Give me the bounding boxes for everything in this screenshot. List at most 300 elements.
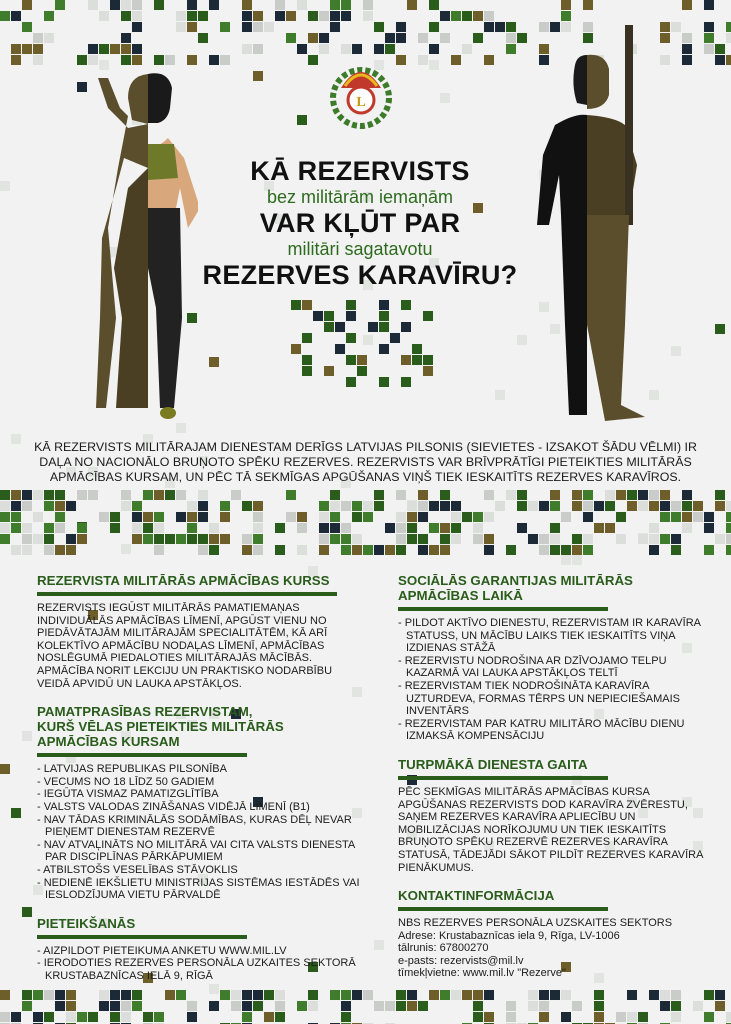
camo-pixel	[176, 11, 186, 21]
camo-pixel	[451, 534, 461, 544]
camo-pixel	[429, 22, 439, 32]
list-item: - REZERVISTAM PAR KATRU MILITĀRO MĀCĪBU DIENU IZMAKSĀ KOMPENSĀCIJU	[398, 718, 713, 743]
camo-pixel	[412, 344, 422, 354]
camo-pixel	[11, 490, 21, 500]
camo-pixel	[302, 355, 312, 365]
camo-pixel	[401, 355, 411, 365]
heading-line: SOCIĀLĀS GARANTIJAS MILITĀRĀS	[398, 573, 633, 588]
camo-pixel	[550, 545, 560, 555]
camo-pixel	[0, 1012, 10, 1022]
camo-pixel	[55, 0, 65, 10]
camo-pixel	[44, 501, 54, 511]
camo-pixel	[330, 490, 340, 500]
camo-pixel	[165, 490, 175, 500]
camo-pixel	[594, 501, 604, 511]
camo-pixel	[704, 545, 714, 555]
camo-pixel	[242, 545, 252, 555]
camo-pixel	[319, 545, 329, 555]
camo-pixel	[0, 181, 10, 191]
camo-pixel	[66, 1001, 76, 1011]
camo-pixel	[220, 512, 230, 522]
camo-pixel	[220, 55, 230, 65]
camo-pixel	[352, 534, 362, 544]
camo-pixel	[484, 22, 494, 32]
contact-email[interactable]: e-pasts: rezervists@mil.lv	[398, 954, 524, 967]
camo-pixel	[88, 490, 98, 500]
camo-pixel	[143, 523, 153, 533]
camo-pixel	[605, 501, 615, 511]
camo-pixel	[605, 523, 615, 533]
contact-address: Adrese: Krustabaznīcas iela 9, Rīga, LV-1006	[398, 929, 620, 942]
camo-pixel	[319, 523, 329, 533]
camo-pixel	[291, 300, 301, 310]
list-item: - IERODOTIES REZERVES PERSONĀLA UZKAITES SEKTORĀ KRUSTABAZNĪCAS IELĀ 9, RĪGĀ	[37, 957, 367, 982]
camo-pixel	[0, 523, 10, 533]
camo-pixel	[407, 1001, 417, 1011]
camo-pixel	[462, 44, 472, 54]
camo-pixel	[506, 545, 516, 555]
camo-pixel	[22, 1001, 32, 1011]
camo-pixel	[660, 512, 670, 522]
camo-pixel	[33, 490, 43, 500]
camo-pixel	[715, 44, 725, 54]
camo-pixel	[462, 512, 472, 522]
camo-pixel	[121, 0, 131, 10]
camo-pixel	[495, 22, 505, 32]
camo-pixel	[396, 33, 406, 43]
camo-pixel	[187, 534, 197, 544]
camo-pixel	[0, 764, 10, 774]
camo-pixel	[286, 490, 296, 500]
camo-pixel	[495, 501, 505, 511]
camo-pixel	[572, 545, 582, 555]
camo-pixel	[22, 534, 32, 544]
camo-pixel	[341, 534, 351, 544]
camo-pixel	[346, 311, 356, 321]
camo-pixel	[726, 501, 731, 511]
camo-pixel	[121, 501, 131, 511]
camo-pixel	[451, 55, 461, 65]
camo-pixel	[253, 44, 263, 54]
camo-pixel	[143, 512, 153, 522]
camo-pixel	[418, 490, 428, 500]
camo-pixel	[154, 0, 164, 10]
camo-pixel	[187, 11, 197, 21]
camo-pixel	[726, 22, 731, 32]
section-heading: PIETEIKŠANĀS	[37, 916, 247, 939]
list-item: - IEGŪTA VISMAZ PAMATIZGLĪTĪBA	[37, 788, 367, 801]
camo-pixel	[330, 523, 340, 533]
camo-pixel	[154, 55, 164, 65]
camo-pixel	[22, 490, 32, 500]
camo-pixel	[319, 33, 329, 43]
camo-pixel	[660, 501, 670, 511]
camo-pixel	[473, 534, 483, 544]
camo-pixel	[319, 11, 329, 21]
camo-pixel	[572, 490, 582, 500]
camo-pixel	[253, 22, 263, 32]
camo-pixel	[682, 33, 692, 43]
camo-pixel	[528, 501, 538, 511]
section-application	[37, 916, 367, 983]
camo-pixel	[209, 545, 219, 555]
camo-pixel	[22, 0, 32, 10]
camo-pixel	[242, 1001, 252, 1011]
camo-pixel	[396, 490, 406, 500]
camo-pixel	[110, 0, 120, 10]
camo-pixel	[682, 44, 692, 54]
camo-pixel	[187, 0, 197, 10]
camo-pixel	[473, 512, 483, 522]
camo-pixel	[132, 1001, 142, 1011]
camo-pixel	[660, 534, 670, 544]
list-item: - PILDOT AKTĪVO DIENESTU, REZERVISTAM IR KARAVĪRA STATUSS, UN MĀCĪBU LAIKS TIEK IESKAITĪTS VIŅA IZDIENAS STĀŽĀ	[398, 617, 713, 655]
camo-pixel	[242, 11, 252, 21]
camo-pixel	[594, 523, 604, 533]
svg-text:L: L	[356, 95, 366, 110]
list-item: - REZERVISTAM TIEK NODROŠINĀTA KARAVĪRA UZTURDEVA, FORMAS TĒRPS UN NEPIECIEŠAMAIS INVENTĀRS	[398, 680, 713, 718]
camo-pixel	[121, 544, 131, 554]
camo-pixel	[484, 512, 494, 522]
camo-pixel	[385, 33, 395, 43]
camo-pixel	[121, 11, 131, 21]
camo-pixel	[374, 545, 384, 555]
camo-pixel	[176, 512, 186, 522]
camo-pixel	[275, 0, 285, 10]
camo-pixel	[495, 390, 505, 400]
headline-line-5: REZERVES KARAVĪRU?	[202, 260, 518, 290]
camo-pixel	[77, 55, 87, 65]
camo-pixel	[77, 490, 87, 500]
headline-line-3: VAR KĻŪT PAR	[259, 208, 461, 238]
camo-pixel	[110, 1012, 120, 1022]
camo-pixel	[242, 1012, 252, 1022]
camo-pixel	[473, 523, 483, 533]
camo-pixel	[396, 512, 406, 522]
camo-pixel	[308, 33, 318, 43]
camo-pixel	[583, 501, 593, 511]
camo-pixel	[346, 333, 356, 343]
section-course	[37, 573, 367, 690]
camo-pixel	[363, 0, 373, 10]
camo-pixel	[379, 377, 389, 387]
list-item: - VECUMS NO 18 LĪDZ 50 GADIEM	[37, 776, 367, 789]
camo-pixel	[385, 545, 395, 555]
list-item: - LATVIJAS REPUBLIKAS PILSONĪBA	[37, 763, 367, 776]
camo-pixel	[44, 534, 54, 544]
section-heading	[37, 704, 284, 757]
camo-pixel	[616, 512, 626, 522]
camo-pixel	[44, 11, 54, 21]
camo-pixel	[429, 0, 439, 10]
camo-pixel	[253, 71, 263, 81]
camo-pixel	[715, 990, 725, 1000]
camo-pixel	[209, 55, 219, 65]
camo-pixel	[726, 33, 731, 43]
camo-pixel	[374, 1001, 384, 1011]
camo-pixel	[473, 33, 483, 43]
camo-pixel	[704, 1012, 714, 1022]
camo-pixel	[22, 22, 32, 32]
camo-pixel	[572, 501, 582, 511]
camo-pixel	[418, 55, 428, 65]
list-item: - AIZPILDOT PIETEIKUMA ANKETU WWW.MIL.LV	[37, 945, 367, 958]
camo-pixel	[176, 490, 186, 500]
camo-pixel	[550, 523, 560, 533]
camo-pixel	[484, 1012, 494, 1022]
section-social-guarantees	[398, 573, 713, 743]
camo-pixel	[374, 44, 384, 54]
camo-pixel	[407, 0, 417, 10]
camo-pixel	[638, 1012, 648, 1022]
camo-pixel	[0, 990, 10, 1000]
headline-line-1: KĀ REZERVISTS	[250, 156, 470, 186]
camo-pixel	[22, 44, 32, 54]
camo-pixel	[319, 534, 329, 544]
camo-pixel	[77, 523, 87, 533]
camo-pixel	[220, 22, 230, 32]
camo-pixel	[286, 11, 296, 21]
camo-pixel	[506, 1001, 516, 1011]
camo-pixel	[715, 490, 725, 500]
camo-pixel	[198, 545, 208, 555]
list-item: - VALSTS VALODAS ZINĀŠANAS VIDĒJĀ LĪMENĪ (B1)	[37, 801, 367, 814]
camo-pixel	[484, 11, 494, 21]
camo-pixel	[187, 501, 197, 511]
camo-pixel	[352, 501, 362, 511]
camo-pixel	[346, 377, 356, 387]
camo-pixel	[22, 990, 32, 1000]
camo-pixel	[176, 22, 186, 32]
camo-pixel	[379, 311, 389, 321]
camo-pixel	[363, 512, 373, 522]
camo-pixel	[44, 523, 54, 533]
camo-pixel	[22, 731, 32, 741]
section-heading: KONTAKTINFORMĀCIJA	[398, 888, 608, 911]
camo-pixel	[715, 1001, 725, 1011]
camo-pixel	[132, 55, 142, 65]
camo-pixel	[11, 808, 21, 818]
camo-pixel	[132, 523, 142, 533]
heading-line: APMĀCĪBAS LAIKĀ	[398, 588, 523, 603]
camo-pixel	[682, 490, 692, 500]
camo-pixel	[440, 501, 450, 511]
camo-pixel	[572, 1001, 582, 1011]
camo-pixel	[561, 0, 571, 10]
camo-pixel	[132, 22, 142, 32]
camo-pixel	[341, 0, 351, 10]
camo-pixel	[550, 501, 560, 511]
camo-pixel	[396, 523, 406, 533]
camo-pixel	[374, 490, 384, 500]
camo-pixel	[660, 490, 670, 500]
camo-pixel	[572, 555, 582, 565]
camo-pixel	[198, 11, 208, 21]
camo-pixel	[506, 33, 516, 43]
camo-pixel	[693, 1001, 703, 1011]
camo-pixel	[187, 512, 197, 522]
camo-pixel	[440, 545, 450, 555]
camo-pixel	[726, 55, 731, 65]
camo-pixel	[132, 534, 142, 544]
camo-pixel	[55, 501, 65, 511]
camo-pixel	[110, 1001, 120, 1011]
camo-pixel	[55, 1001, 65, 1011]
camo-pixel	[275, 1001, 285, 1011]
camo-pixel	[44, 490, 54, 500]
camo-pixel	[231, 490, 241, 500]
camo-pixel	[506, 490, 516, 500]
camo-pixel	[297, 512, 307, 522]
camo-pixel	[242, 22, 252, 32]
camo-pixel	[484, 534, 494, 544]
camo-pixel	[88, 0, 98, 10]
camo-pixel	[187, 55, 197, 65]
camo-pixel	[561, 555, 571, 565]
camo-pixel	[660, 1001, 670, 1011]
camo-pixel	[154, 545, 164, 555]
camo-pixel	[539, 501, 549, 511]
camo-pixel	[55, 545, 65, 555]
camo-pixel	[209, 357, 219, 367]
camo-pixel	[341, 523, 351, 533]
camo-pixel	[682, 523, 692, 533]
camo-pixel	[242, 534, 252, 544]
camo-pixel	[561, 545, 571, 555]
camo-pixel	[275, 523, 285, 533]
camo-pixel	[671, 534, 681, 544]
camo-pixel	[418, 512, 428, 522]
camo-pixel	[132, 512, 142, 522]
camo-pixel	[418, 534, 428, 544]
camo-pixel	[242, 501, 252, 511]
camo-pixel	[302, 333, 312, 343]
camo-pixel	[264, 22, 274, 32]
camo-pixel	[99, 512, 109, 522]
camo-pixel	[198, 512, 208, 522]
camo-pixel	[528, 534, 538, 544]
camo-pixel	[346, 300, 356, 310]
camo-pixel	[33, 33, 43, 43]
camo-pixel	[253, 523, 263, 533]
camo-pixel	[330, 22, 340, 32]
camo-pixel	[704, 512, 714, 522]
camo-pixel	[357, 366, 367, 376]
camo-pixel	[253, 534, 263, 544]
camo-pixel	[33, 512, 43, 522]
camo-pixel	[132, 44, 142, 54]
camo-pixel	[693, 512, 703, 522]
camo-pixel	[396, 22, 406, 32]
camo-pixel	[726, 512, 731, 522]
camo-pixel	[638, 534, 648, 544]
camo-pixel	[517, 523, 527, 533]
camo-pixel	[286, 33, 296, 43]
camo-pixel	[253, 545, 263, 555]
camo-pixel	[341, 1012, 351, 1022]
camo-pixel	[638, 501, 648, 511]
camo-pixel	[726, 1012, 731, 1022]
camo-pixel	[22, 907, 32, 917]
camo-pixel	[187, 22, 197, 32]
camo-pixel	[341, 44, 351, 54]
camo-pixel	[671, 501, 681, 511]
camo-pixel	[594, 1012, 604, 1022]
camo-pixel	[121, 1001, 131, 1011]
camo-pixel	[11, 545, 21, 555]
camo-pixel	[55, 523, 65, 533]
camo-pixel	[715, 324, 725, 334]
camo-pixel	[484, 545, 494, 555]
camo-pixel	[440, 33, 450, 43]
camo-pixel	[33, 44, 43, 54]
camo-pixel	[429, 545, 439, 555]
camo-pixel	[209, 1001, 219, 1011]
camo-pixel	[44, 545, 54, 555]
camo-pixel	[154, 1012, 164, 1022]
camo-pixel	[330, 512, 340, 522]
camo-pixel	[154, 534, 164, 544]
camo-pixel	[110, 523, 120, 533]
camo-pixel	[121, 33, 131, 43]
camo-pixel	[407, 523, 417, 533]
camo-pixel	[275, 11, 285, 21]
camo-pixel	[385, 523, 395, 533]
camo-pixel	[143, 534, 153, 544]
camo-pixel	[423, 366, 433, 376]
camo-pixel	[462, 11, 472, 21]
camo-pixel	[517, 490, 527, 500]
camo-pixel	[451, 501, 461, 511]
camo-pixel	[165, 55, 175, 65]
camo-pixel	[396, 1001, 406, 1011]
camo-pixel	[11, 55, 21, 65]
camo-pixel	[539, 1012, 549, 1022]
camo-pixel	[418, 501, 428, 511]
camo-pixel	[429, 44, 439, 54]
camo-pixel	[297, 115, 307, 125]
list-item: - NAV TĀDAS KRIMINĀLĀS SODĀMĪBAS, KURAS DĒĻ NEVAR PIEŅEMT DIENESTAM REZERVĒ	[37, 814, 367, 839]
camo-pixel	[561, 512, 571, 522]
camo-pixel	[319, 501, 329, 511]
camo-pixel	[550, 534, 560, 544]
headline-line-2: bez militārām iemaņām	[266, 187, 454, 207]
camo-pixel	[352, 44, 362, 54]
camo-pixel	[319, 512, 329, 522]
camo-pixel	[176, 534, 186, 544]
camo-pixel	[396, 55, 406, 65]
camo-pixel	[99, 44, 109, 54]
camo-pixel	[671, 1001, 681, 1011]
camo-pixel	[550, 490, 560, 500]
camo-pixel	[11, 11, 21, 21]
camo-pixel	[412, 355, 422, 365]
camo-pixel	[671, 512, 681, 522]
camo-pixel	[319, 44, 329, 54]
left-column	[37, 573, 367, 996]
contact-website[interactable]: tīmekļvietne: www.mil.lv "Rezerve"	[398, 967, 566, 980]
camo-pixel	[308, 1001, 318, 1011]
camo-pixel	[605, 490, 615, 500]
camo-pixel	[583, 0, 593, 10]
camo-pixel	[616, 534, 626, 544]
camo-pixel	[297, 1001, 307, 1011]
camo-pixel	[220, 534, 230, 544]
camo-pixel	[143, 1012, 153, 1022]
camo-pixel	[66, 534, 76, 544]
list-item: - NEDIENĒ IEKŠLIETU MINISTRIJAS SISTĒMAS IESTĀDĒS VAI IESLODZĪJUMA VIETU PĀRVALDĒ	[37, 877, 367, 902]
camo-pixel	[539, 545, 549, 555]
